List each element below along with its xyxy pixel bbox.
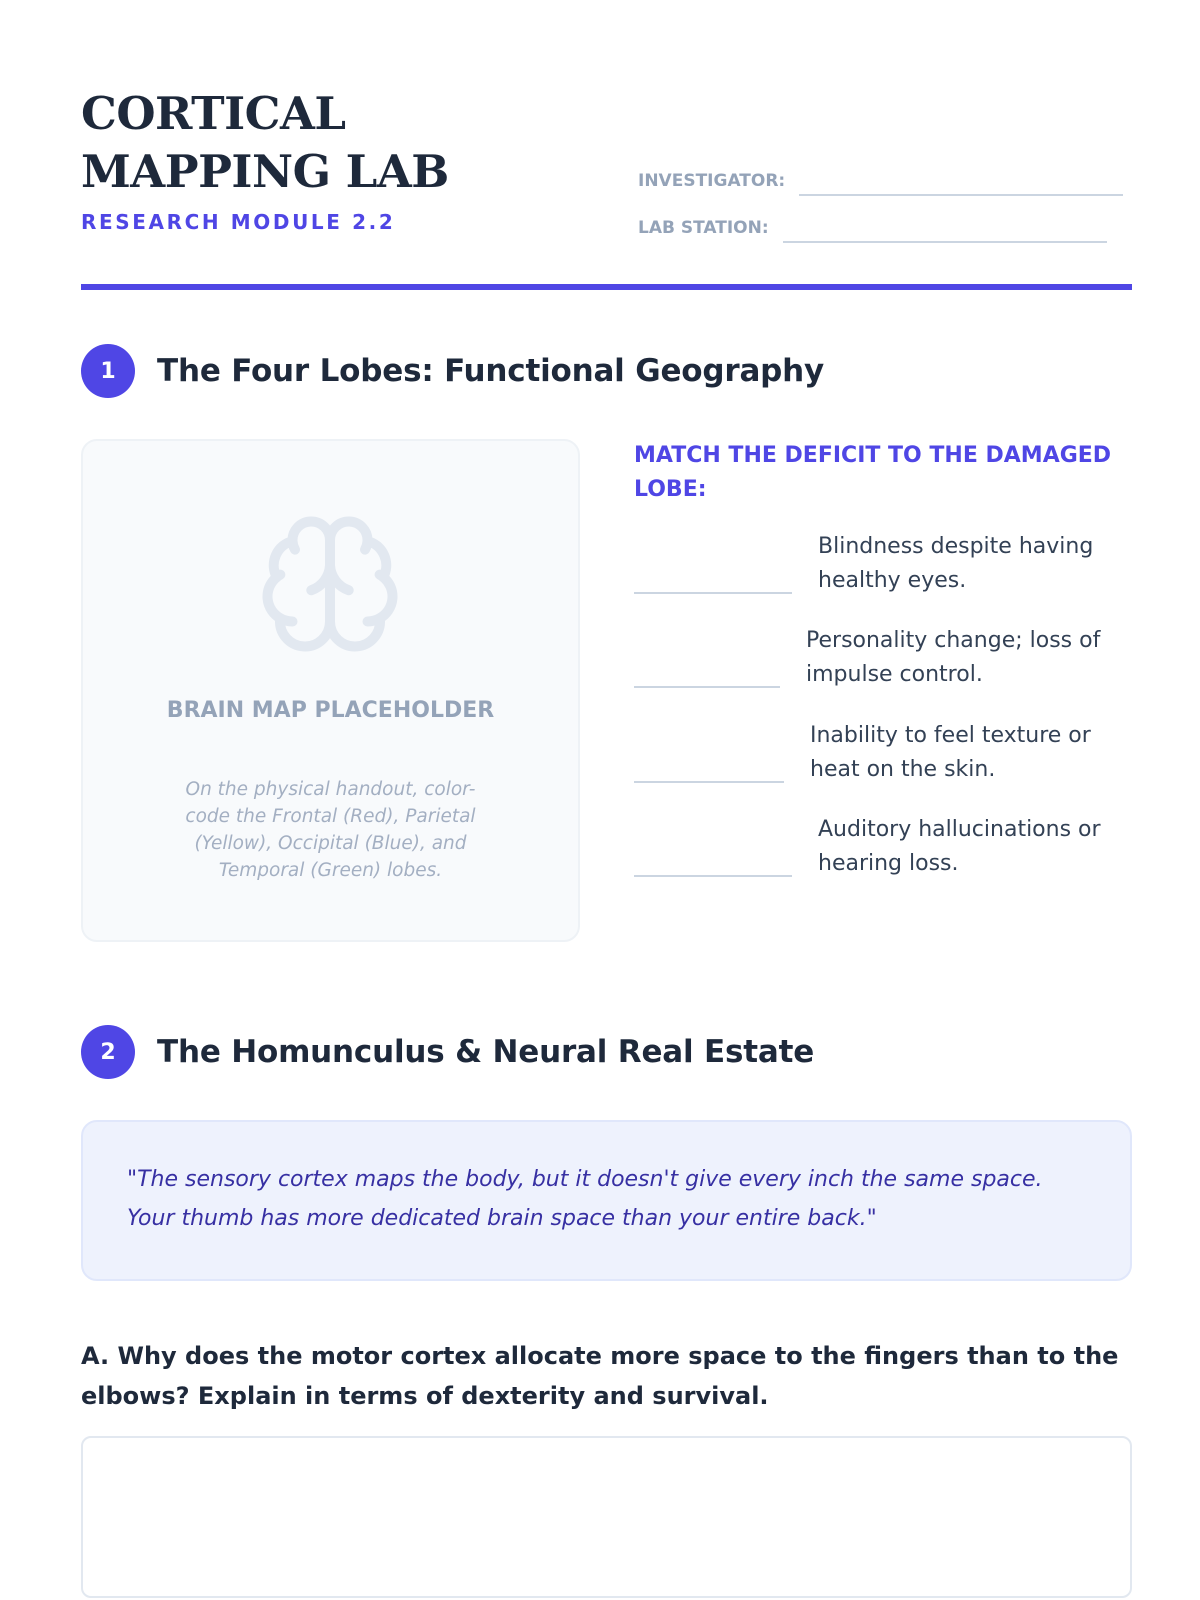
section-number-badge: 1 <box>81 344 135 398</box>
brain-map-placeholder <box>81 439 580 942</box>
match-item <box>634 530 1132 600</box>
section-title: The Homunculus & Neural Real Estate <box>157 1034 815 1070</box>
investigator-row <box>638 164 1132 196</box>
deficit-text: Auditory hallucinations or hearing loss. <box>818 817 1101 876</box>
section-2-heading <box>81 1025 814 1079</box>
match-answer-line[interactable] <box>634 686 780 688</box>
deficit-text: Personality change; loss of impulse control. <box>806 628 1101 687</box>
quote-box <box>81 1120 1132 1281</box>
lab-station-row <box>638 211 1132 243</box>
quote-text: "The sensory cortex maps the body, but it doesn't give every inch the same space. Your thumb has more dedicated brain space than your entire back." <box>127 1167 1043 1231</box>
lab-station-field[interactable] <box>783 241 1107 243</box>
placeholder-title: BRAIN MAP PLACEHOLDER <box>166 698 495 723</box>
brain-icon <box>255 509 405 659</box>
match-exercise <box>634 439 1132 876</box>
section-1-heading <box>81 344 824 398</box>
match-title: MATCH THE DEFICIT TO THE DAMAGED LOBE: <box>634 443 1112 502</box>
match-answer-line[interactable] <box>634 875 792 877</box>
question-a: A. Why does the motor cortex allocate more space to the fingers than to the elbows? Explain in terms of dexterity and survival. <box>81 1342 1119 1410</box>
deficit-text: Inability to feel texture or heat on the skin. <box>810 723 1091 782</box>
match-answer-line[interactable] <box>634 781 784 783</box>
section-title: The Four Lobes: Functional Geography <box>157 353 825 389</box>
lab-station-label: LAB STATION: <box>638 218 769 238</box>
match-item <box>634 813 1132 883</box>
match-item <box>634 719 1132 789</box>
page-title: CORTICAL MAPPING LAB <box>81 87 449 198</box>
investigator-label: INVESTIGATOR: <box>638 171 786 191</box>
placeholder-note: On the physical handout, color-code the Frontal (Red), Parietal (Yellow), Occipital (Blue), and Temporal (Green) lobes. <box>185 779 476 881</box>
match-item <box>634 624 1132 694</box>
answer-a-field[interactable] <box>81 1436 1132 1598</box>
match-answer-line[interactable] <box>634 592 792 594</box>
header-divider <box>81 284 1132 290</box>
section-number-badge: 2 <box>81 1025 135 1079</box>
investigator-field[interactable] <box>799 194 1123 196</box>
deficit-text: Blindness despite having healthy eyes. <box>818 534 1094 593</box>
info-fields <box>638 164 1132 258</box>
module-subtitle: RESEARCH MODULE 2.2 <box>81 210 396 234</box>
